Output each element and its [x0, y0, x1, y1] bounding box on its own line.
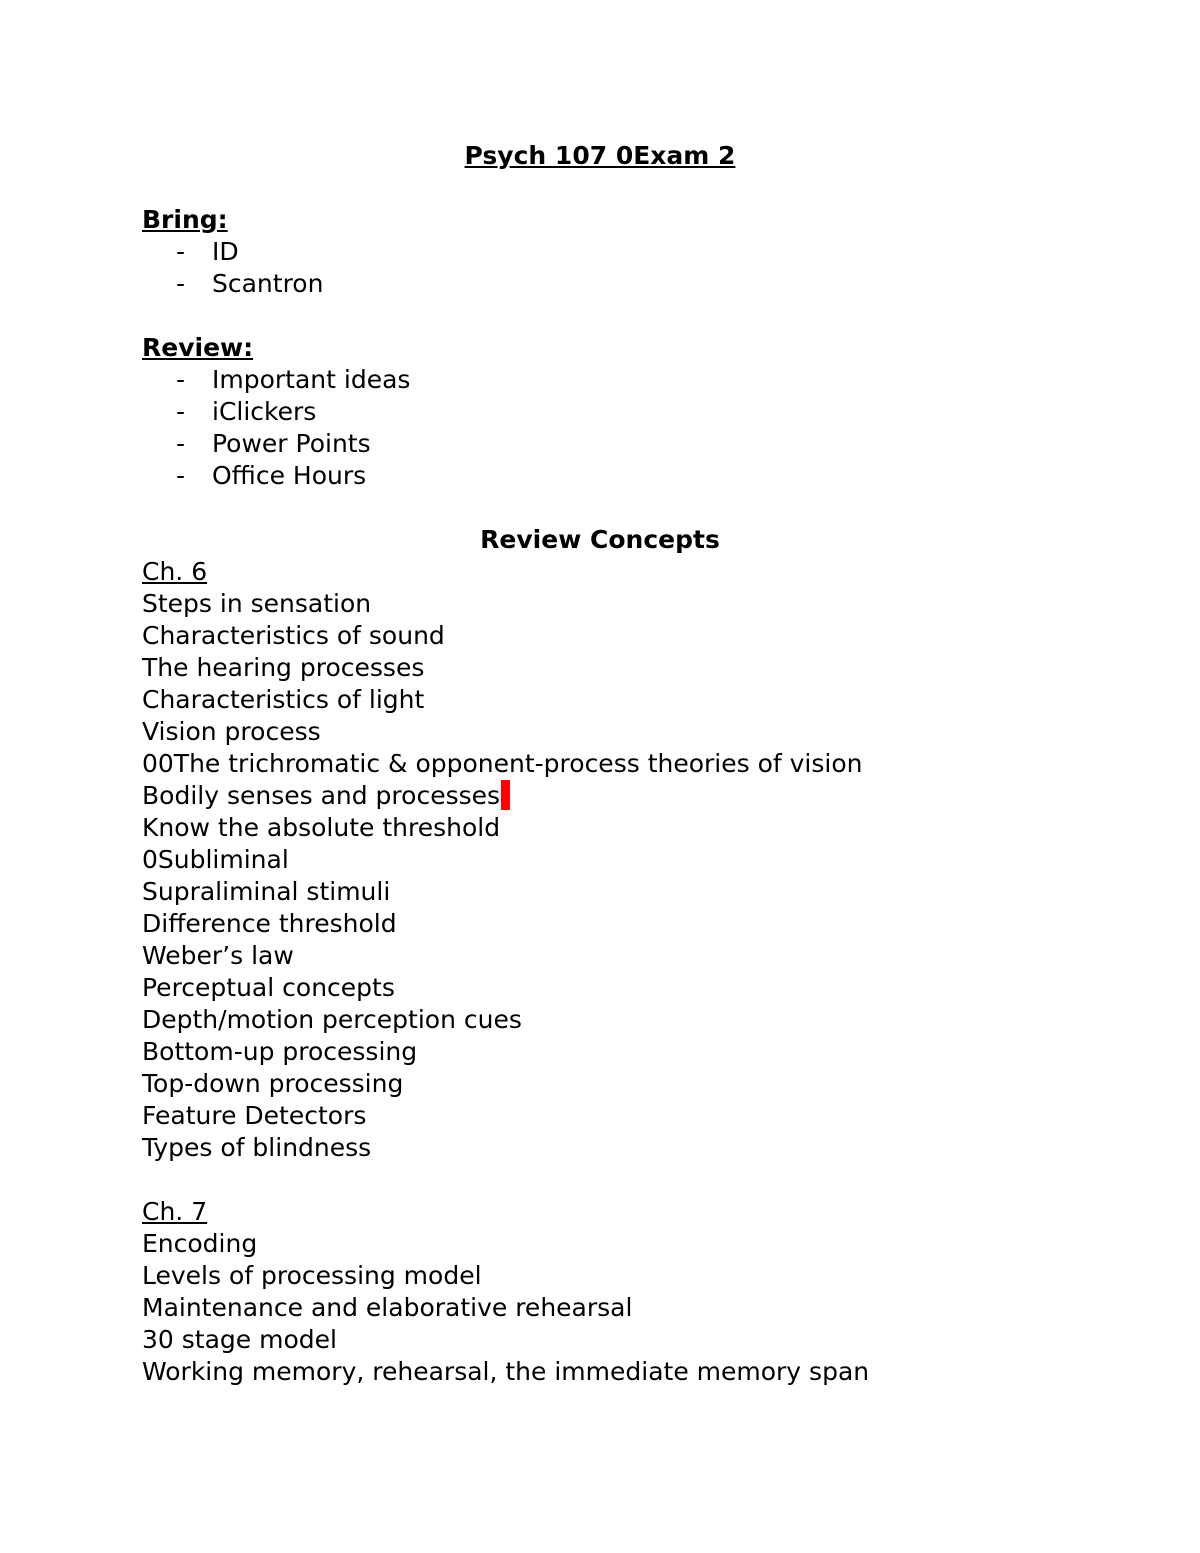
ch6-item: 0Subliminal [142, 845, 289, 874]
review-item-label: Important ideas [212, 365, 411, 394]
bullet-dash: - [176, 237, 186, 266]
review-list-item [142, 460, 1142, 492]
ch6-item: Weber’s law [142, 941, 294, 970]
ch7-item: 30 stage model [142, 1325, 337, 1354]
bullet-dash: - [176, 429, 186, 458]
ch6-item: Difference threshold [142, 909, 397, 938]
bring-list-item [142, 268, 1142, 300]
ch7-item: Maintenance and elaborative rehearsal [142, 1293, 633, 1322]
ch6-item: Characteristics of sound [142, 621, 445, 650]
ch6-item: Vision process [142, 717, 321, 746]
ch7-item: Levels of processing model [142, 1261, 482, 1290]
review-item-label: iClickers [212, 397, 317, 426]
spacer [142, 1164, 1142, 1196]
review-list-item [142, 364, 1142, 396]
text-cursor-marker [501, 780, 510, 810]
ch6-item: Supraliminal stimuli [142, 877, 391, 906]
review-concepts-heading: Review Concepts [480, 525, 720, 554]
bullet-dash: - [176, 269, 186, 298]
ch6-item: Top-down processing [142, 1069, 404, 1098]
ch6-item-label: Bodily senses and processes [142, 781, 501, 810]
spacer [142, 300, 1142, 332]
ch7-item: Encoding [142, 1229, 258, 1258]
bring-item-label: Scantron [212, 269, 324, 298]
review-item-label: Power Points [212, 429, 371, 458]
bring-item-label: ID [212, 237, 239, 266]
ch6-item: Characteristics of light [142, 685, 425, 714]
ch6-item: Feature Detectors [142, 1101, 367, 1130]
bullet-dash: - [176, 461, 186, 490]
ch7-heading: Ch. 7 [142, 1197, 208, 1226]
ch6-item: Depth/motion perception cues [142, 1005, 522, 1034]
ch6-item: Know the absolute threshold [142, 813, 501, 842]
ch6-item: Types of blindness [142, 1133, 372, 1162]
ch7-item: Working memory, rehearsal, the immediate memory span [142, 1357, 870, 1386]
ch6-heading: Ch. 6 [142, 557, 208, 586]
bring-list-item [142, 236, 1142, 268]
review-heading: Review: [142, 333, 254, 362]
review-list-item [142, 428, 1142, 460]
review-list-item [142, 396, 1142, 428]
bring-heading: Bring: [142, 205, 228, 234]
ch6-item: Bottom-up processing [142, 1037, 418, 1066]
spacer [142, 492, 1142, 524]
bullet-dash: - [176, 365, 186, 394]
ch6-item: Perceptual concepts [142, 973, 395, 1002]
document-title: Psych 107 0Exam 2 [464, 141, 736, 170]
ch6-item: The hearing processes [142, 653, 425, 682]
review-item-label: Office Hours [212, 461, 367, 490]
document-body [142, 204, 1142, 1388]
bullet-dash: - [176, 397, 186, 426]
ch6-item: 00The trichromatic & opponent-process theories of vision [142, 749, 863, 778]
ch6-item-with-cursor [142, 780, 1142, 812]
ch6-item: Steps in sensation [142, 589, 372, 618]
